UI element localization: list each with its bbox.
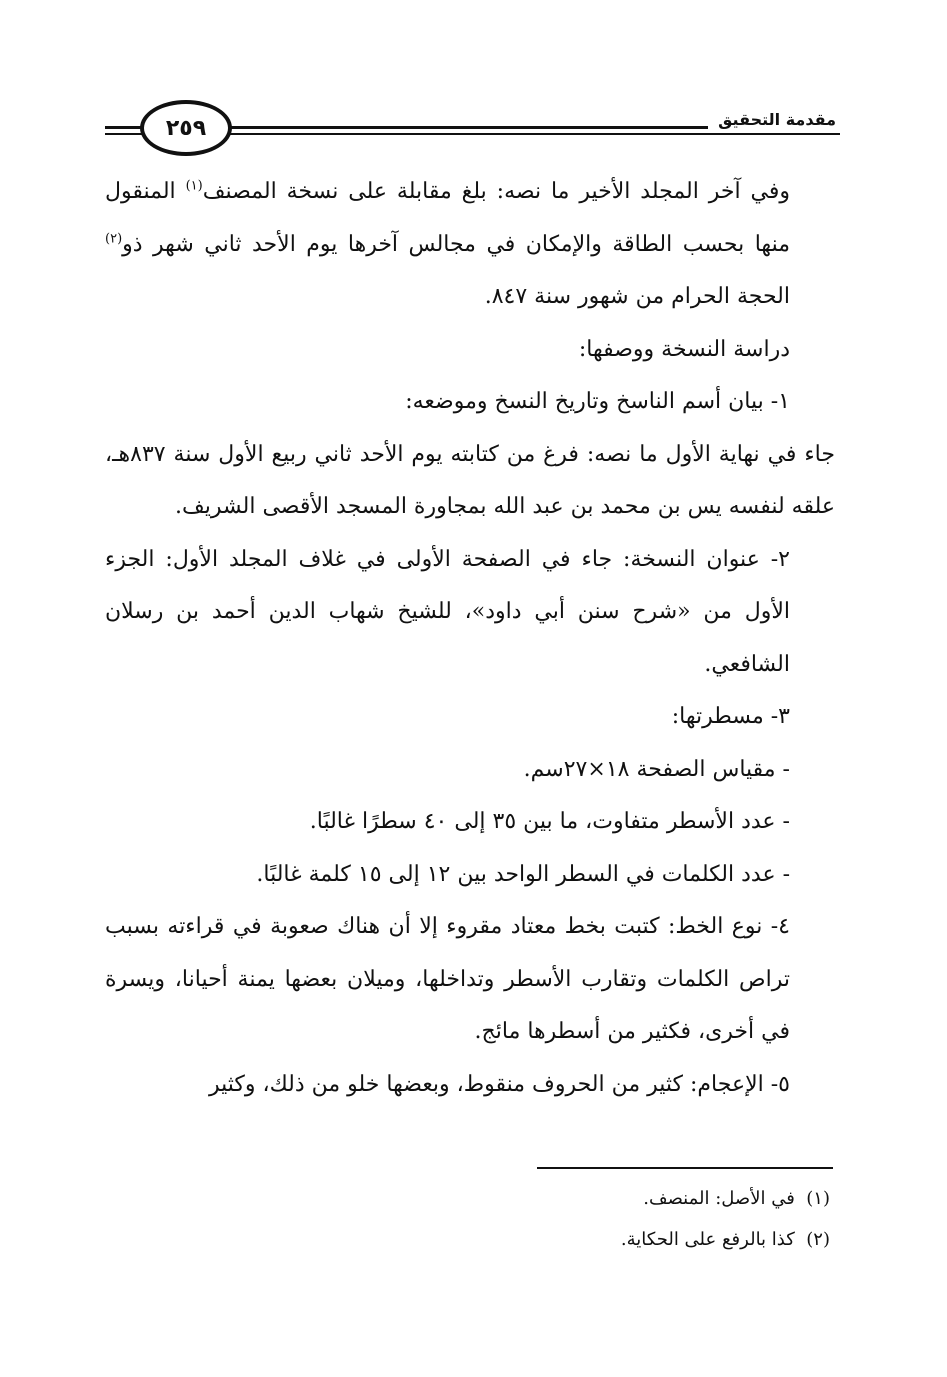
main-text (105, 166, 835, 1111)
footnote-marker: (١) (806, 1188, 830, 1209)
item-2-text: ٢- عنوان النسخة: جاء في الصفحة الأولى في غلاف المجلد الأول: الجزء الأول من «شرح سنن أبي داود»، للشيخ شهاب الدين أحمد بن رسلان الشافعي. (105, 546, 790, 677)
paragraph-text: وفي آخر المجلد الأخير ما نصه: بلغ مقابلة على نسخة المصنف (202, 179, 790, 204)
paragraph-text: المنقول منها بحسب الطاقة والإمكان في مجالس آخرها يوم الأحد ثاني شهر ذو (105, 179, 790, 257)
item-4-text: ٤- نوع الخط: كتبت بخط معتاد مقروء إلا أن هناك صعوبة في قراءته بسبب تراص الكلمات وتقارب الأسطر وتداخلها، وميلان بعضها يمنة أحيانا، ويسرة في أخرى، فكثير من أسطرها مائج. (105, 914, 790, 1044)
item-1-text: جاء في نهاية الأول ما نصه: فرغ من كتابته يوم الأحد ثاني ربيع الأول سنة ٨٣٧هـ، علقه لنفسه يس بن محمد بن عبد الله بمجاورة المسجد الأقصى الشريف. (105, 441, 835, 519)
item-1-title: ١- بيان أسم الناسخ وتاريخ النسخ وموضعه: (405, 389, 790, 414)
footnotes (105, 1178, 830, 1260)
footnote-marker: (٢) (806, 1229, 830, 1250)
footnote-ref-1: (١) (185, 178, 203, 194)
item-3-line-2: - عدد الأسطر متفاوت، ما بين ٣٥ إلى ٤٠ سطرًا غالبًا. (309, 809, 790, 834)
footnote-text: كذا بالرفع على الحكاية. (620, 1229, 795, 1250)
footnote-ref-2: (٢) (105, 231, 123, 247)
item-3-line-3: - عدد الكلمات في السطر الواحد بين ١٢ إلى ١٥ كلمة غالبًا. (256, 861, 790, 887)
footnote-2 (105, 1219, 830, 1260)
paragraph-colophon (105, 166, 835, 324)
footnote-text: في الأصل: المنصف. (643, 1188, 795, 1209)
item-3-title: ٣- مسطرتها: (671, 704, 790, 729)
footnote-1 (105, 1178, 830, 1219)
page-number-badge: ٢٥٩ (140, 100, 232, 156)
page-header (105, 96, 840, 166)
running-header-title: مقدمة التحقيق (708, 110, 840, 130)
section-heading: دراسة النسخة ووصفها: (578, 336, 790, 362)
footnote-separator (537, 1167, 833, 1169)
item-3-line-1: - مقياس الصفحة ١٨×٢٧سم. (523, 756, 790, 782)
item-5-text: ٥- الإعجام: كثير من الحروف منقوط، وبعضها خلو من ذلك، وكثير (208, 1071, 790, 1097)
paragraph-text: الحجة الحرام من شهور سنة ٨٤٧. (484, 284, 790, 309)
